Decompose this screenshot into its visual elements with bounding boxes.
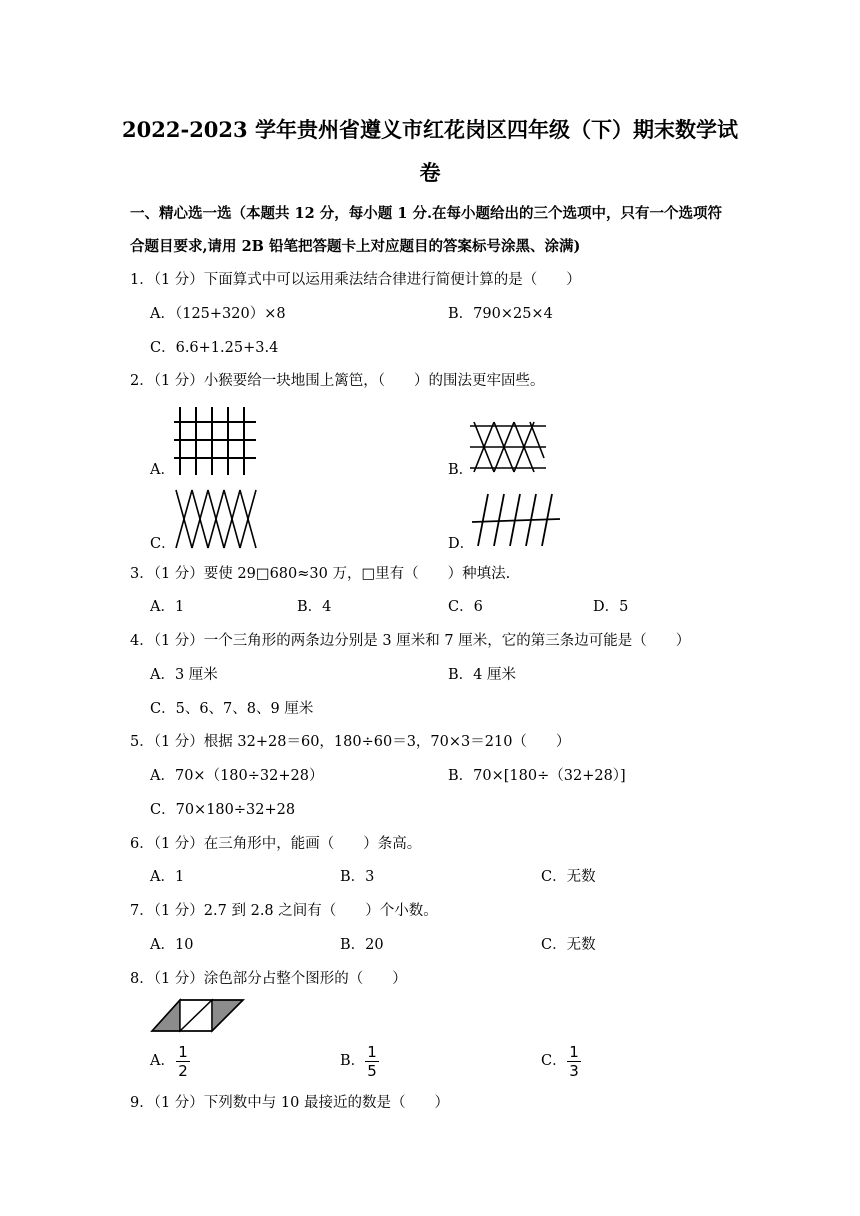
fence-cross-figure [172,488,262,550]
fraction-one-third [567,1044,581,1079]
section-heading-cont: 合题目要求,请用 2B 铅笔把答题卡上对应题目的答案标号涂黑、涂满) [130,238,581,255]
question-3-option-a: A．1 [150,599,185,615]
page-title: 2022-2023 学年贵州省遵义市红花岗区四年级（下）期末数学试 [122,117,738,142]
question-5-option-b: B．70×[180÷（32+28）] [448,768,626,784]
question-6-option-c: C．无数 [541,869,596,885]
question-1-option-a: A．（125+320）×8 [150,306,286,322]
fraction-numerator: 1 [569,1043,579,1061]
question-1-stem: 1．（1 分）下面算式中可以运用乘法结合律进行简便计算的是（ ） [130,272,581,288]
question-7-option-c: C．无数 [541,937,596,953]
question-3-option-c: C．6 [448,599,483,615]
question-6-option-a: A．1 [150,869,185,885]
question-2-option-c: C． [150,536,176,552]
question-3-stem: 3．（1 分）要使 29□680≈30 万，□里有（ ）种填法. [130,566,511,582]
fraction-denominator: 3 [569,1062,579,1080]
question-8-option-b: B． [340,1053,366,1069]
question-3-option-d: D．5 [593,599,629,615]
question-4-option-c: C．5、6、7、8、9 厘米 [150,701,314,717]
fence-grid-figure [172,405,258,475]
question-4-stem: 4．（1 分）一个三角形的两条边分别是 3 厘米和 7 厘米，它的第三条边可能是（ ） [130,633,691,649]
fraction-one-half [176,1044,190,1079]
question-2-option-b: B． [448,462,474,478]
question-6-stem: 6．（1 分）在三角形中，能画（ ）条高。 [130,836,422,852]
question-5-option-c: C．70×180÷32+28 [150,802,296,818]
shaded-parallelogram-figure [150,998,246,1034]
question-4-option-a: A．3 厘米 [150,667,218,683]
question-1-option-c: C．6.6+1.25+3.4 [150,340,279,356]
question-5-option-a: A．70×（180÷32+28） [150,768,324,784]
question-8-option-c: C． [541,1053,567,1069]
question-8-stem: 8．（1 分）涂色部分占整个图形的（ ） [130,971,407,987]
question-7-stem: 7．（1 分）2.7 到 2.8 之间有（ ）个小数。 [130,903,438,919]
question-5-stem: 5．（1 分）根据 32+28＝60，180÷60＝3，70×3＝210（ ） [130,734,571,750]
fraction-denominator: 5 [367,1062,377,1080]
fraction-denominator: 2 [178,1062,188,1080]
question-7-option-a: A．10 [150,937,194,953]
fraction-one-fifth [365,1044,379,1079]
fence-triangle-figure [470,418,548,474]
section-heading: 一、精心选一选（本题共 12 分，每小题 1 分.在每小题给出的三个选项中，只有一个选项符 [130,205,723,222]
question-6-option-b: B．3 [340,869,375,885]
question-7-option-b: B．20 [340,937,384,953]
question-1-option-b: B．790×25×4 [448,306,553,322]
question-4-option-b: B．4 厘米 [448,667,516,683]
fraction-numerator: 1 [367,1043,377,1061]
page-title-cont: 卷 [419,160,441,185]
question-2-option-a: A． [150,462,175,478]
question-9-stem: 9．（1 分）下列数中与 10 最接近的数是（ ） [130,1095,449,1111]
question-3-option-b: B．4 [297,599,332,615]
question-8-option-a: A． [150,1053,175,1069]
question-2-stem: 2．（1 分）小猴要给一块地围上篱笆，（ ）的围法更牢固些。 [130,373,545,389]
question-2-option-d: D． [448,536,475,552]
fence-slant-figure [470,490,562,548]
fraction-numerator: 1 [178,1043,188,1061]
